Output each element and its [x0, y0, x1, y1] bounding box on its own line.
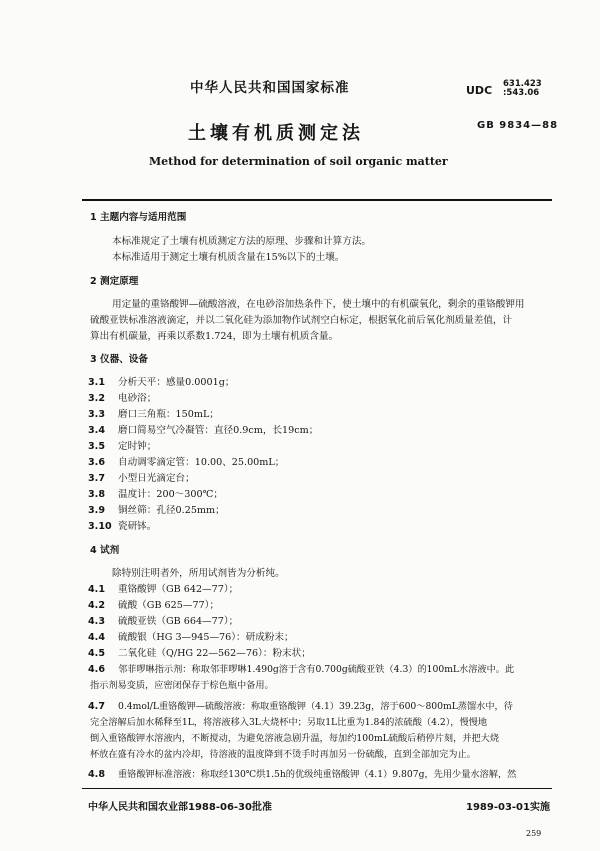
item-number: 4.5	[88, 648, 105, 659]
header-divider	[82, 199, 552, 201]
paragraph-4-6-line-1: 邻菲啰啉指示剂：称取邻菲啰啉1.490g溶于含有0.700g硫酸亚铁（4.3）的100mL水溶液中。此	[118, 664, 515, 675]
item-number: 4.7	[88, 701, 105, 712]
section-1-paragraph-1: 本标准规定了土壤有机质测定方法的原理、步骤和计算方法。	[112, 236, 372, 247]
paragraph-4-7-line-1: 0.4mol/L重铬酸钾—硫酸溶液：称取重铬酸钾（4.1）39.23g，溶于600～800mL蒸馏水中，待	[118, 701, 513, 712]
udc-code-line2: :543.06	[503, 88, 540, 98]
footer-divider	[82, 788, 552, 789]
list-item: 铜丝筛：孔径0.25mm；	[118, 505, 225, 516]
item-number: 3.8	[88, 489, 105, 500]
list-item: 自动调零滴定管：10.00、25.00mL；	[118, 457, 285, 468]
section-1-paragraph-2: 本标准适用于测定土壤有机质含量在15%以下的土壤。	[112, 252, 345, 263]
implementation-date: 1989-03-01实施	[466, 802, 550, 813]
item-number: 3.2	[88, 393, 105, 404]
item-number: 4.2	[88, 600, 105, 611]
item-number: 3.7	[88, 473, 105, 484]
list-item: 小型日光滴定台；	[118, 473, 195, 484]
paragraph-4-7-line-2: 完全溶解后加水稀释至1L，将溶液移入3L大烧杯中；另取1L比重为1.84的浓硫酸（4.2），慢慢地	[90, 717, 488, 728]
list-item: 硫酸（GB 625—77）；	[118, 600, 220, 611]
section-2-line-1: 用定量的重铬酸钾—硫酸溶液，在电砂浴加热条件下，使土壤中的有机碳氧化，剩余的重铬酸钾用	[112, 299, 525, 310]
item-number: 4.4	[88, 632, 105, 643]
paragraph-4-8-line-1: 重铬酸钾标准溶液：称取经130℃烘1.5h的优级纯重铬酸钾（4.1）9.807g，先用少量水溶解，然	[118, 769, 517, 780]
list-item: 电砂浴；	[118, 393, 157, 404]
item-number: 3.3	[88, 409, 105, 420]
list-item: 重铬酸钾（GB 642—77）；	[118, 584, 239, 595]
standard-type: 中华人民共和国国家标准	[190, 80, 350, 96]
list-item: 磨口简易空气冷凝管：直径0.9cm，长19cm；	[118, 425, 319, 436]
item-number: 3.4	[88, 425, 105, 436]
section-2-line-2: 硫酸亚铁标准溶液滴定，并以二氧化硅为添加物作试剂空白标定，根据氧化前后氧化剂质量差值，计	[90, 315, 513, 326]
item-number: 3.6	[88, 457, 105, 468]
udc-code	[503, 80, 542, 98]
list-item: 定时钟；	[118, 441, 157, 452]
document-title-english: Method for determination of soil organic matter	[149, 155, 448, 168]
approval-note: 中华人民共和国农业部1988-06-30批准	[88, 802, 272, 813]
list-item: 二氧化硅（Q/HG 22—562—76）：粉末状；	[118, 648, 311, 659]
section-3-heading: 3 仪器、设备	[90, 354, 148, 365]
document-title: 土壤有机质测定法	[188, 123, 364, 144]
item-number: 4.1	[88, 584, 105, 595]
udc-code-line1: 631.423	[503, 79, 542, 89]
item-number: 4.6	[88, 664, 105, 675]
udc-label: UDC	[466, 84, 493, 97]
section-1-heading: 1 主题内容与适用范围	[90, 212, 187, 223]
paragraph-4-7-line-4: 杯放在盛有冷水的盆内冷却，待溶液的温度降到不烫手时再加另一份硫酸，直到全部加完为止。	[90, 749, 476, 760]
list-item: 硫酸亚铁（GB 664—77）；	[118, 616, 239, 627]
item-number: 4.3	[88, 616, 105, 627]
section-4-intro: 除特别注明者外，所用试剂皆为分析纯。	[112, 568, 285, 579]
list-item: 温度计：200～300℃；	[118, 489, 223, 500]
section-4-heading: 4 试剂	[90, 545, 120, 556]
paragraph-4-7-line-3: 倒入重铬酸钾水溶液内，不断搅动，为避免溶液急剧升温，每加约100mL硫酸后稍停片刻，并把大烧	[90, 733, 500, 744]
gb-number: GB 9834—88	[477, 120, 559, 131]
paragraph-4-6-line-2: 指示剂易变质，应密闭保存于棕色瓶中备用。	[90, 680, 274, 691]
item-number: 3.10	[88, 521, 112, 532]
section-2-line-3: 算出有机碳量，再乘以系数1.724，即为土壤有机质含量。	[90, 331, 339, 342]
list-item: 硫酸银（HG 3—945—76）：研成粉末；	[118, 632, 294, 643]
list-item: 瓷研钵。	[118, 521, 157, 532]
item-number: 3.9	[88, 505, 105, 516]
section-2-heading: 2 测定原理	[90, 276, 139, 287]
page-number: 259	[526, 829, 542, 838]
item-number: 3.1	[88, 377, 105, 388]
item-number: 4.8	[88, 769, 105, 780]
list-item: 磨口三角瓶：150mL；	[118, 409, 219, 420]
item-number: 3.5	[88, 441, 105, 452]
list-item: 分析天平：感量0.0001g；	[118, 377, 235, 388]
